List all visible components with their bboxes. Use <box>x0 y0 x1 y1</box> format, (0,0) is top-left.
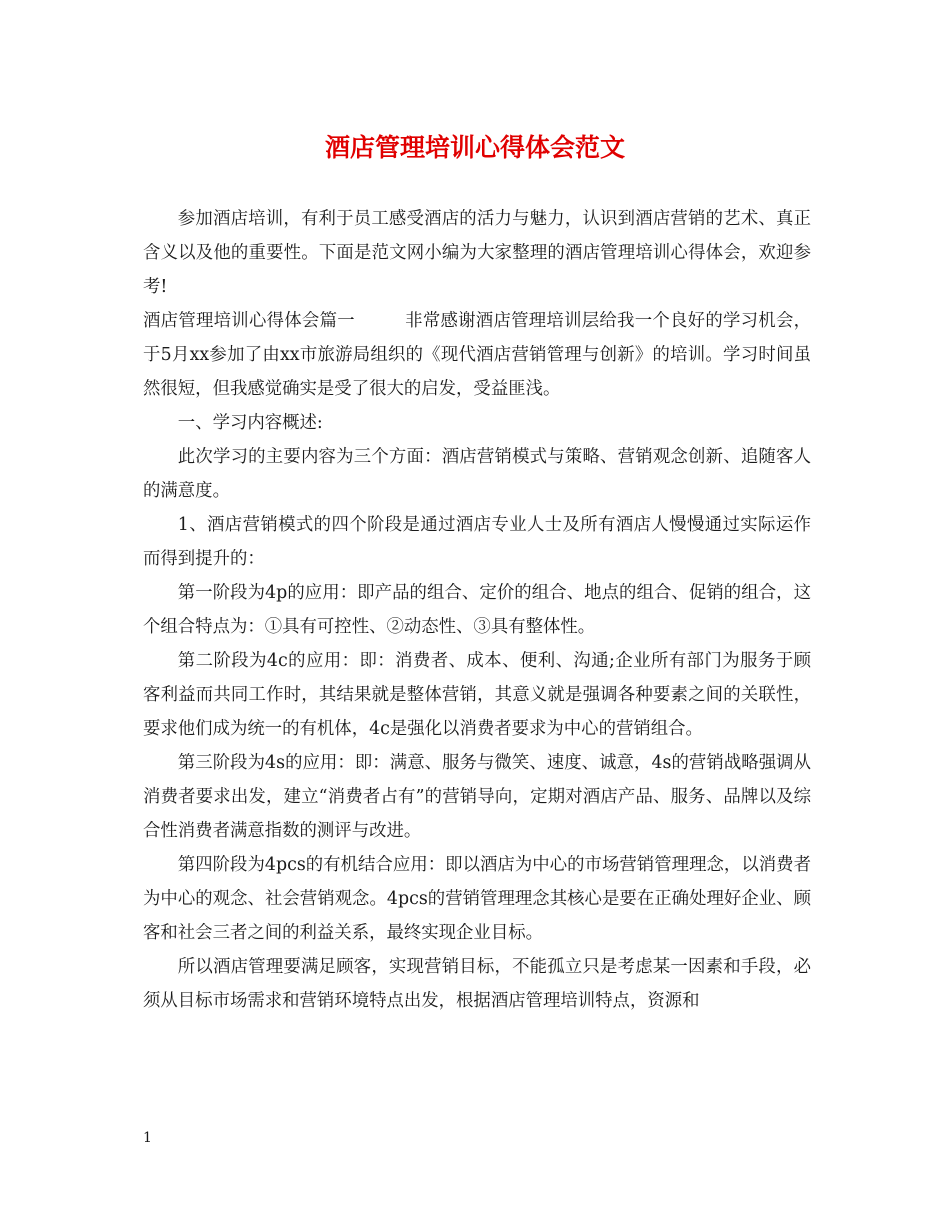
section-paragraph <box>143 304 811 406</box>
document-body <box>143 202 811 1018</box>
body-paragraph: 第三阶段为4s的应用：即：满意、服务与微笑、速度、诚意，4s的营销战略强调从消费者要求出发，建立“消费者占有”的营销导向，定期对酒店产品、服务、品牌以及综合性消费者满意指数的测评与改进。 <box>143 753 811 841</box>
page-number: 1 <box>143 1130 152 1146</box>
body-paragraph: 第四阶段为4pcs的有机结合应用：即以酒店为中心的市场营销管理理念，以消费者为中心的观念、社会营销观念。4pcs的营销管理理念其核心是要在正确处理好企业、顾客和社会三者之间的利益关系，最终实现企业目标。 <box>143 855 811 943</box>
body-paragraph: 所以酒店管理要满足顾客，实现营销目标，不能孤立只是考虑某一因素和手段，必须从目标市场需求和营销环境特点出发，根据酒店管理培训特点，资源和 <box>143 957 811 1011</box>
body-paragraph: 第二阶段为4c的应用：即：消费者、成本、便利、沟通;企业所有部门为服务于顾客利益而共同工作时，其结果就是整体营销，其意义就是强调各种要素之间的关联性，要求他们成为统一的有机体，4c是强化以消费者要求为中心的营销组合。 <box>143 651 811 739</box>
body-paragraph: 此次学习的主要内容为三个方面：酒店营销模式与策略、营销观念创新、追随客人的满意度。 <box>143 447 811 501</box>
intro-paragraph: 参加酒店培训，有利于员工感受酒店的活力与魅力，认识到酒店营销的艺术、真正含义以及他的重要性。下面是范文网小编为大家整理的酒店管理培训心得体会，欢迎参考! <box>143 209 811 297</box>
outline-heading: 一、学习内容概述: <box>177 413 323 433</box>
body-paragraph: 1、酒店营销模式的四个阶段是通过酒店专业人士及所有酒店人慢慢通过实际运作而得到提升的： <box>143 515 811 569</box>
section-heading: 酒店管理培训心得体会篇一 <box>143 311 355 331</box>
document-title: 酒店管理培训心得体会范文 <box>324 133 625 162</box>
section-first-text: 非常感谢酒店管理培训层给我一个良好的学习机会，于5月xx参加了由xx市旅游局组织的《现代酒店营销管理与创新》的培训。学习时间虽然很短，但我感觉确实是受了很大的启发，受益匪浅。 <box>143 311 811 399</box>
body-paragraph: 第一阶段为4p的应用：即产品的组合、定价的组合、地点的组合、促销的组合，这个组合特点为：①具有可控性、②动态性、③具有整体性。 <box>143 583 811 637</box>
